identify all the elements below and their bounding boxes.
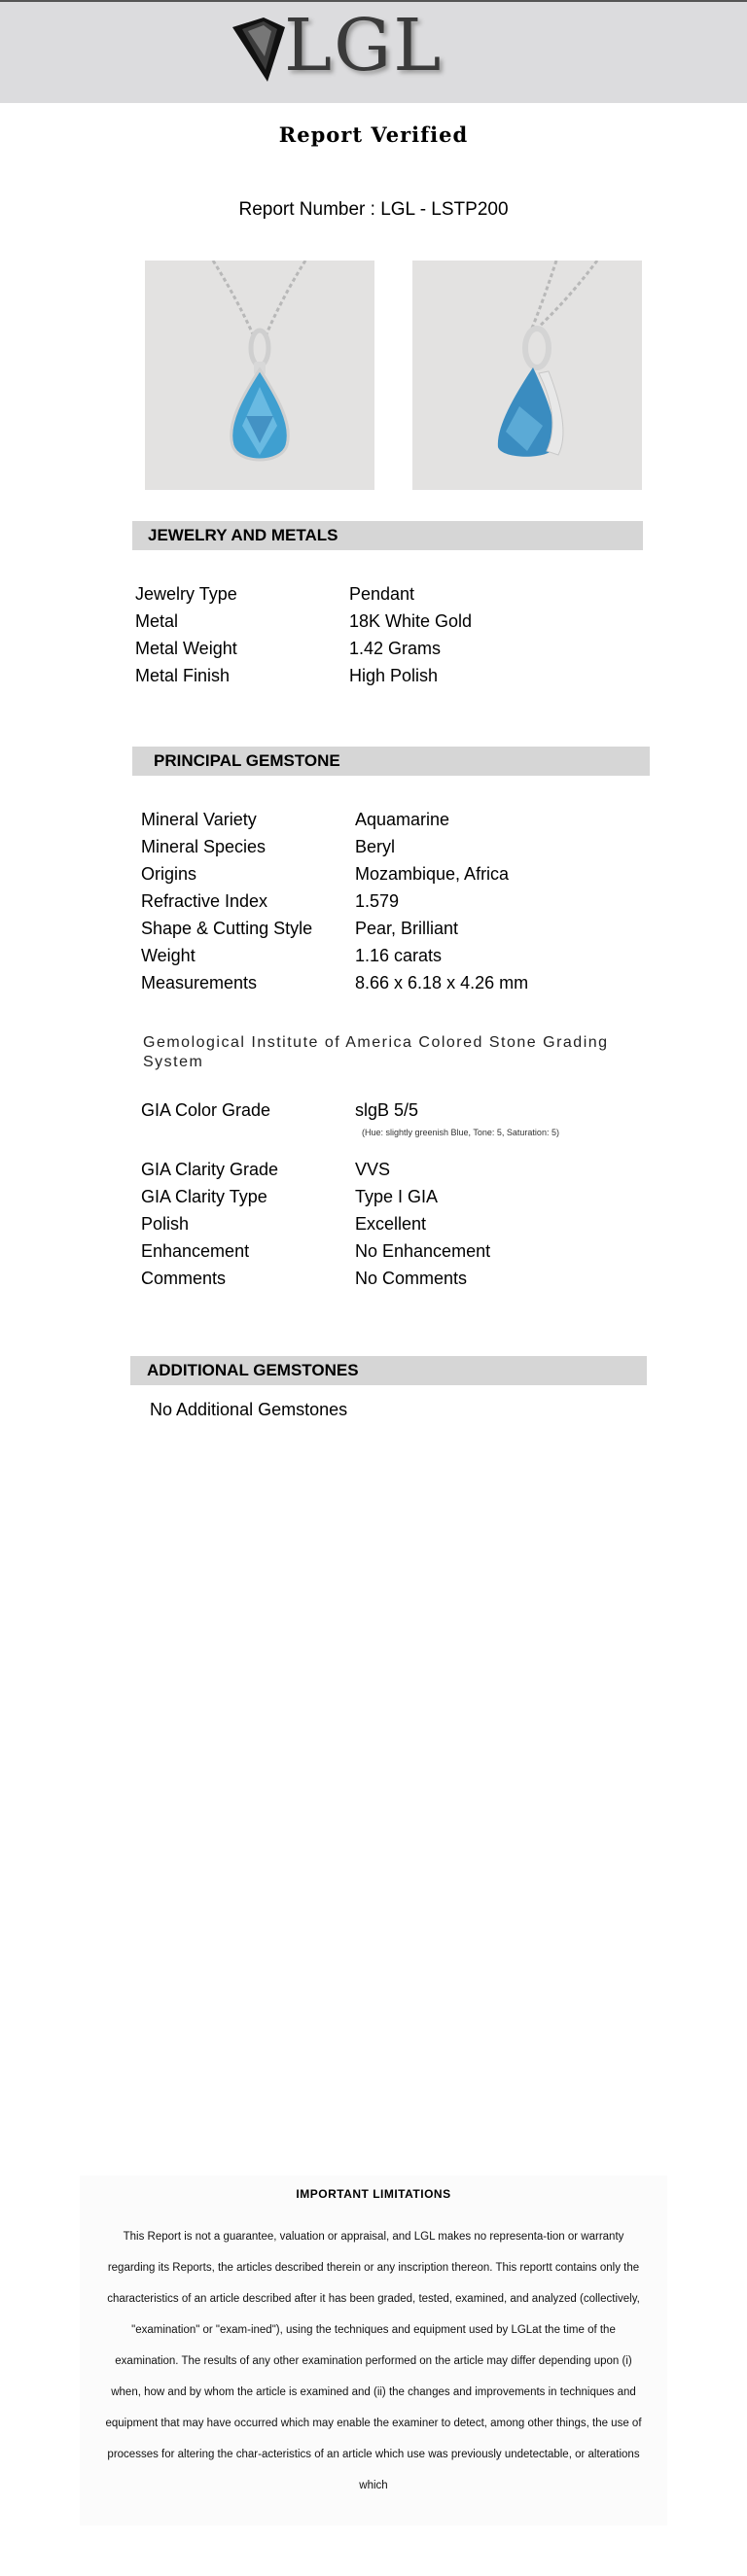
- detail-row: [141, 915, 647, 942]
- detail-label: Shape & Cutting Style: [141, 919, 313, 938]
- detail-label: Polish: [141, 1214, 190, 1234]
- detail-label: Comments: [141, 1269, 227, 1288]
- detail-label: Weight: [141, 946, 196, 965]
- detail-value: High Polish: [349, 666, 439, 685]
- detail-label: Enhancement: [141, 1241, 250, 1261]
- detail-row: [141, 1210, 647, 1237]
- detail-label: Origins: [141, 864, 197, 884]
- detail-label: Metal: [135, 611, 179, 631]
- detail-label: Mineral Variety: [141, 810, 257, 829]
- color-grade-value: slgB 5/5: [355, 1100, 419, 1120]
- pendant-front-image: [145, 261, 374, 490]
- pendant-side-image: [412, 261, 642, 490]
- detail-value: Beryl: [355, 837, 396, 856]
- detail-value: Excellent: [355, 1214, 427, 1234]
- limitations-title: IMPORTANT LIMITATIONS: [296, 2187, 451, 2201]
- color-grade-note: (Hue: slightly greenish Blue, Tone: 5, Saturation: 5): [362, 1128, 559, 1137]
- detail-row: [141, 888, 647, 915]
- detail-value: Pendant: [349, 584, 415, 604]
- detail-label: Measurements: [141, 973, 258, 992]
- additional-gemstones-text: No Additional Gemstones: [150, 1400, 348, 1419]
- detail-row: [141, 860, 647, 888]
- detail-label: GIA Clarity Type: [141, 1187, 267, 1206]
- detail-value: VVS: [355, 1160, 391, 1179]
- detail-label: Refractive Index: [141, 891, 268, 911]
- detail-row: [141, 1156, 647, 1183]
- detail-row: [141, 969, 647, 996]
- detail-row: [135, 635, 641, 662]
- gemstone-details-list: [141, 806, 647, 996]
- detail-row: [135, 608, 641, 635]
- additional-gemstones-heading: ADDITIONAL GEMSTONES: [130, 1356, 647, 1385]
- logo-text: LGL: [284, 4, 444, 87]
- detail-value: No Enhancement: [355, 1241, 491, 1261]
- detail-row: [135, 662, 641, 689]
- detail-row: [141, 806, 647, 833]
- jewelry-metals-heading: JEWELRY AND METALS: [132, 521, 643, 550]
- detail-value: Aquamarine: [355, 810, 450, 829]
- detail-row: [141, 833, 647, 860]
- report-number: Report Number : LGL - LSTP200: [238, 199, 509, 220]
- principal-gemstone-heading: PRINCIPAL GEMSTONE: [132, 747, 650, 776]
- grading-details-list: [141, 1156, 647, 1292]
- detail-row: [141, 1237, 647, 1265]
- detail-row: [141, 1183, 647, 1210]
- detail-value: 1.579: [355, 891, 400, 911]
- detail-value: 18K White Gold: [349, 611, 473, 631]
- detail-label: Jewelry Type: [135, 584, 237, 604]
- detail-value: 8.66 x 6.18 x 4.26 mm: [355, 973, 529, 992]
- detail-value: Pear, Brilliant: [355, 919, 459, 938]
- color-grade-label: GIA Color Grade: [141, 1100, 271, 1120]
- gia-system-heading: Gemological Institute of America Colored Stone Grading System: [143, 1034, 609, 1070]
- detail-label: GIA Clarity Grade: [141, 1160, 279, 1179]
- detail-value: No Comments: [355, 1269, 468, 1288]
- detail-row: [141, 1265, 647, 1292]
- detail-value: Mozambique, Africa: [355, 864, 510, 884]
- detail-value: Type I GIA: [355, 1187, 439, 1206]
- detail-value: 1.16 carats: [355, 946, 443, 965]
- detail-label: Metal Finish: [135, 666, 231, 685]
- detail-label: Metal Weight: [135, 639, 237, 658]
- report-title: Report Verified: [278, 122, 469, 147]
- detail-row: [135, 580, 641, 608]
- jewelry-details-list: [135, 580, 641, 689]
- detail-value: 1.42 Grams: [349, 639, 442, 658]
- detail-row: [141, 942, 647, 969]
- limitations-body: This Report is not a guarantee, valuation or appraisal, and LGL makes no representa-tion or warranty regarding its Reports, the articles described therein or any inscription thereon. This reportt contains only the characteristics of an article described after it has been graded, tested, examined, and analyzed (collectively, "examination" or "exam-ined"), using the techniques and equipment used by LGLat the time of the examination. The results of any other examination performed on the article may differ depending upon (i) when, how and by whom the article is examined and (ii) the changes and improvements in techniques and equipment that may have occurred which may enable the examiner to detect, among other things, the use of processes for altering the char-acteristics of an article which use was previously undetectable, or alterations which: [105, 2231, 642, 2491]
- detail-label: Mineral Species: [141, 837, 267, 856]
